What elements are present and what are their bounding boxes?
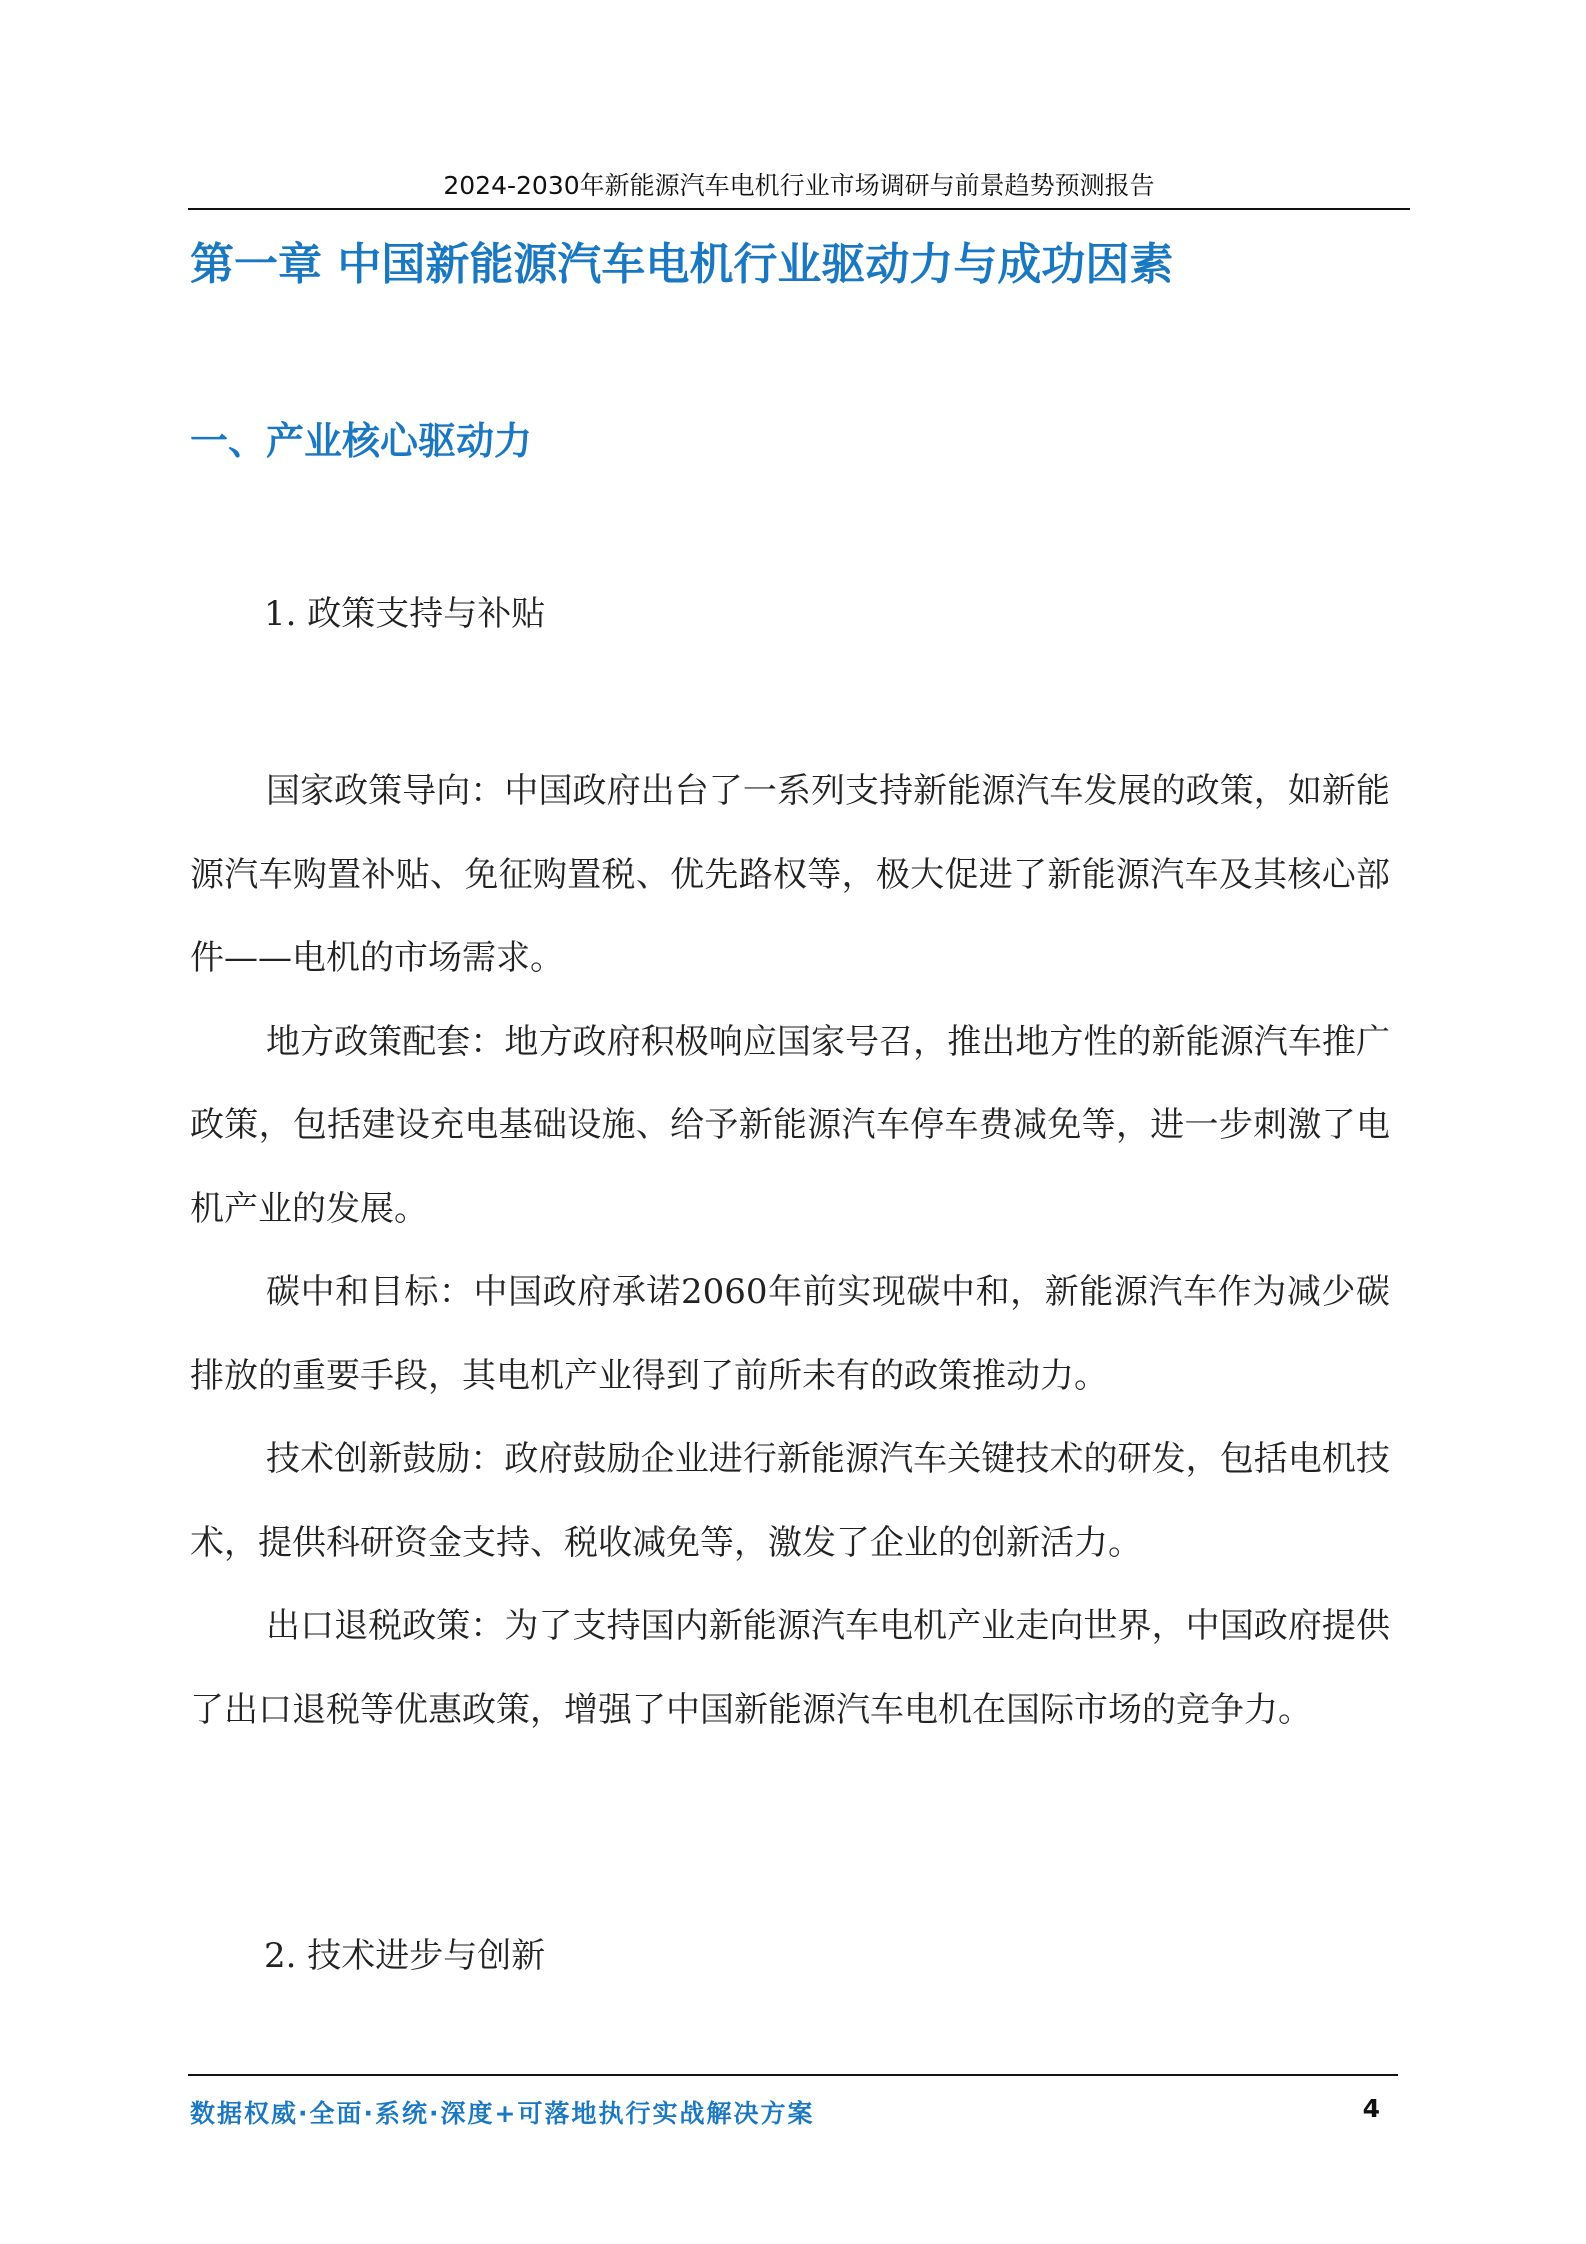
paragraph-local-policy: 地方政策配套：地方政府积极响应国家号召，推出地方性的新能源汽车推广政策，包括建设充电基础设施、给予新能源汽车停车费减免等，进一步刺激了电机产业的发展。	[190, 1021, 1390, 1229]
page-number: 4	[1362, 2094, 1380, 2123]
paragraph-export-tax: 出口退税政策：为了支持国内新能源汽车电机产业走向世界，中国政府提供了出口退税等优惠政策，增强了中国新能源汽车电机在国际市场的竞争力。	[190, 1606, 1390, 1730]
running-header-title: 2024-2030年新能源汽车电机行业市场调研与前景趋势预测报告	[443, 171, 1155, 200]
body-text	[190, 750, 1390, 1752]
chapter-title: 第一章 中国新能源汽车电机行业驱动力与成功因素	[190, 239, 1174, 290]
subsection-heading-technology: 2. 技术进步与创新	[264, 1936, 546, 1976]
section-title: 一、产业核心驱动力	[190, 419, 533, 463]
paragraph-carbon-neutral: 碳中和目标：中国政府承诺2060年前实现碳中和，新能源汽车作为减少碳排放的重要手段，其电机产业得到了前所未有的政策推动力。	[190, 1272, 1390, 1396]
header-divider	[188, 208, 1410, 210]
footer-divider	[188, 2074, 1398, 2076]
subsection-heading-policy: 1. 政策支持与补贴	[264, 594, 546, 634]
paragraph-national-policy: 国家政策导向：中国政府出台了一系列支持新能源汽车发展的政策，如新能源汽车购置补贴、免征购置税、优先路权等，极大促进了新能源汽车及其核心部件——电机的市场需求。	[190, 771, 1390, 978]
footer-slogan: 数据权威·全面·系统·深度+可落地执行实战解决方案	[190, 2099, 815, 2128]
paragraph-innovation: 技术创新鼓励：政府鼓励企业进行新能源汽车关键技术的研发，包括电机技术，提供科研资金支持、税收减免等，激发了企业的创新活力。	[190, 1439, 1390, 1563]
